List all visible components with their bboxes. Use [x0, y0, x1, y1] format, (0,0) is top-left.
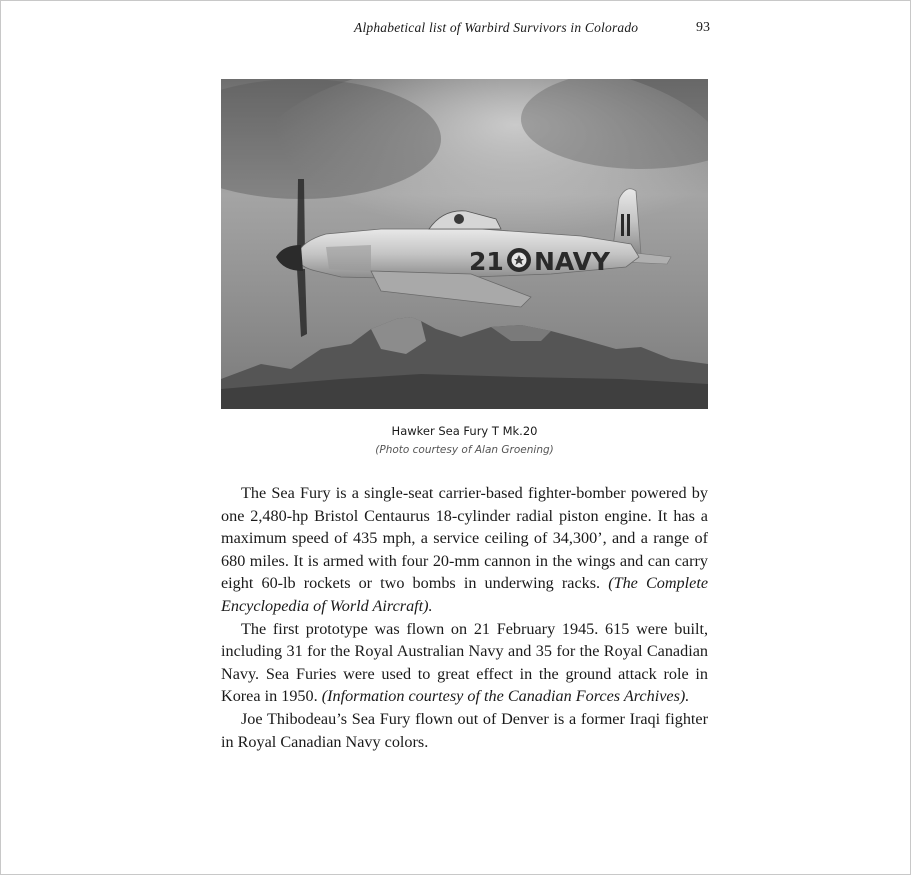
photo-caption: Hawker Sea Fury T Mk.20: [391, 424, 538, 438]
paragraph-3-text: Joe Thibodeau’s Sea Fury flown out of Denver is a former Iraqi fighter in Royal Canadian Navy colors.: [221, 709, 708, 751]
aircraft-marking: NAVY: [534, 247, 611, 276]
paragraph-2-text: The first prototype was flown on 21 February 1945. 615 were built, including 31 for the Royal Australian Navy and 35 for the Royal Canadian Navy. Sea Furies were used to great effect in the ground attack role in Korea in 1950.: [221, 619, 708, 706]
aircraft-number: 21: [469, 247, 504, 276]
running-head: [354, 20, 714, 40]
paragraph-2-source: (Information courtesy of the Canadian Forces Archives).: [321, 687, 690, 706]
aircraft-photo-illustration: [221, 79, 708, 409]
body-text: [221, 482, 708, 753]
paragraph-1: [221, 482, 708, 618]
paragraph-3: [221, 708, 708, 753]
paragraph-2: [221, 618, 708, 708]
aircraft-photo: [221, 79, 708, 409]
page-number: 93: [696, 20, 710, 35]
paragraph-1-text: The Sea Fury is a single-seat carrier-based fighter-bomber powered by one 2,480-hp Bristol Centaurus 18-cylinder radial piston engine. It has a maximum speed of 435 mph, a service ceiling of 34,300’, and a range of 680 miles. It is armed with four 20-mm cannon in the wings and can carry eight 60-lb rockets or two bombs in underwing racks.: [221, 484, 708, 593]
paragraph-1-source: (The Complete Encyclopedia of World Aircraft).: [221, 574, 709, 615]
photo-credit: (Photo courtesy of Alan Groening): [375, 444, 554, 456]
running-title: Alphabetical list of Warbird Survivors in Colorado: [354, 20, 639, 35]
